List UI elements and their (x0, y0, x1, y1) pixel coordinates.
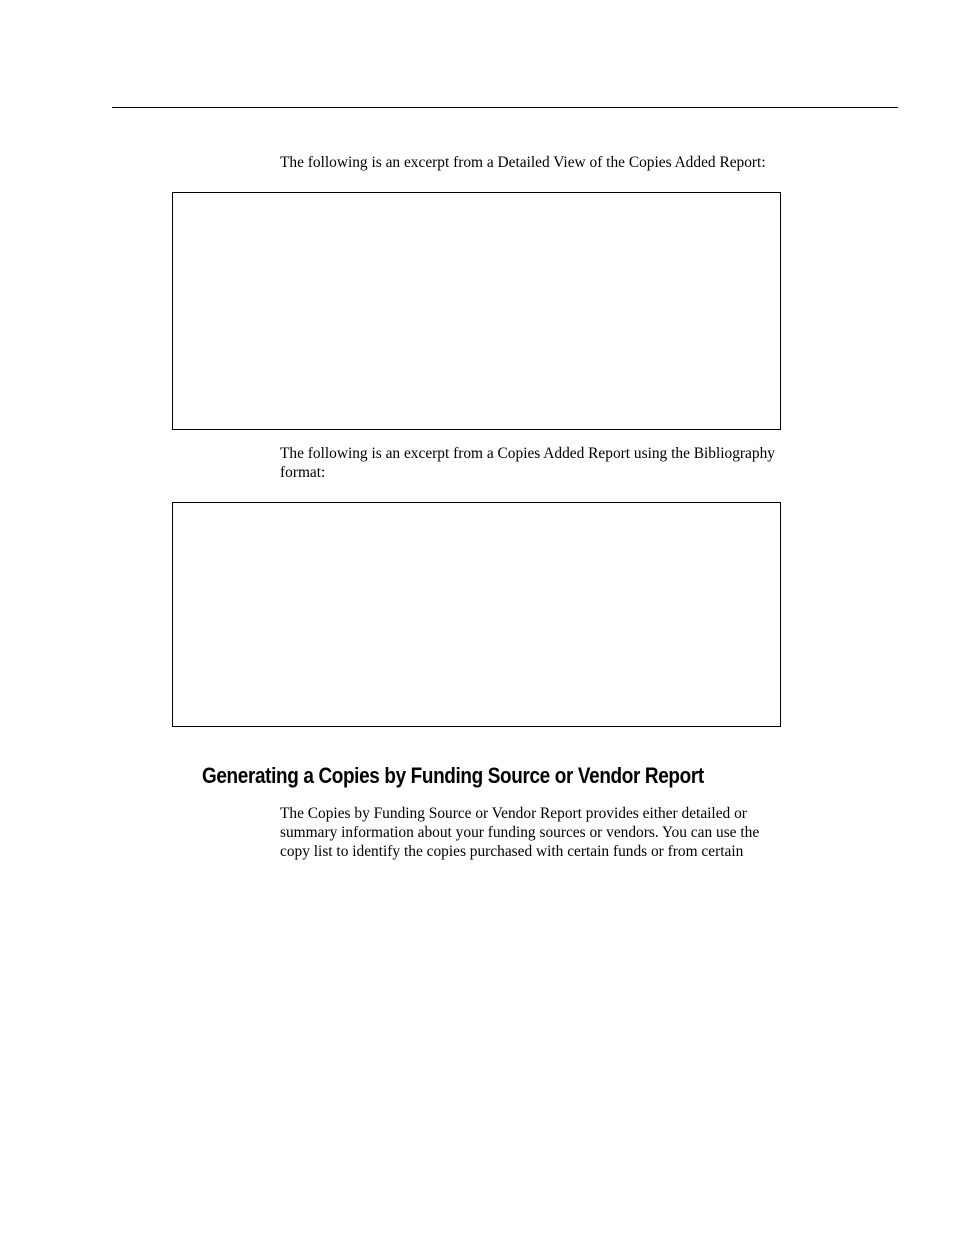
header-rule (112, 107, 898, 108)
bibliography-intro-line-2: format: (280, 464, 326, 481)
section-body-line-2: summary information about your funding sources or vendors. You can use the (280, 824, 760, 841)
section-body-line-1: The Copies by Funding Source or Vendor Report provides either detailed or (280, 805, 747, 822)
bibliography-intro (280, 444, 840, 482)
section-heading: Generating a Copies by Funding Source or Vendor Report (202, 763, 704, 788)
section-body-line-3: copy list to identify the copies purchased with certain funds or from certain (280, 843, 744, 860)
bibliography-excerpt-figure (172, 502, 781, 727)
detailed-view-intro (280, 153, 860, 172)
detailed-view-intro-text: The following is an excerpt from a Detailed View of the Copies Added Report: (280, 154, 766, 171)
detailed-view-excerpt-figure (172, 192, 781, 430)
bibliography-intro-line-1: The following is an excerpt from a Copies Added Report using the Bibliography (280, 445, 775, 462)
section-body (280, 804, 840, 861)
